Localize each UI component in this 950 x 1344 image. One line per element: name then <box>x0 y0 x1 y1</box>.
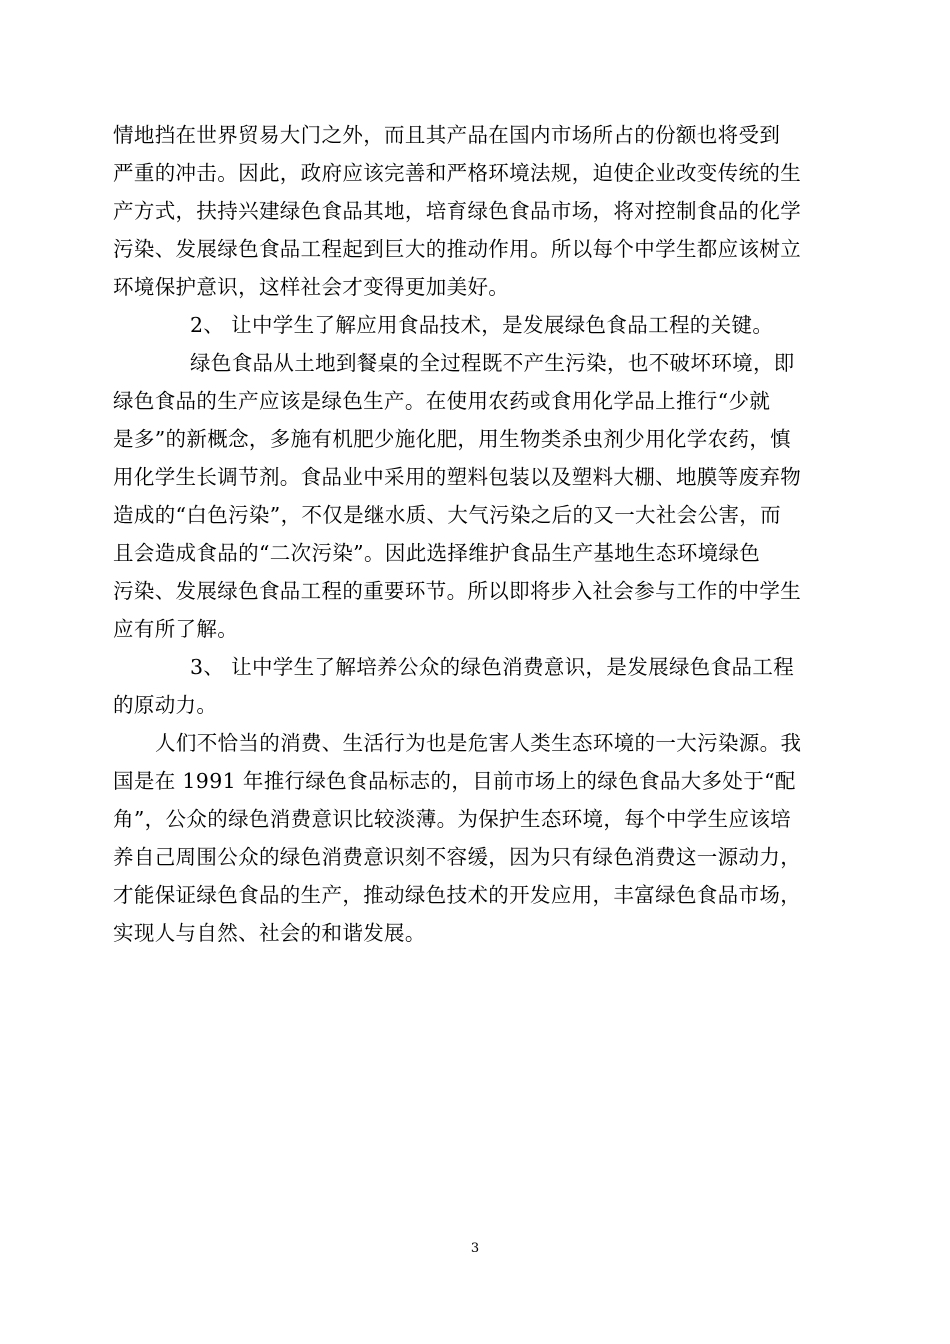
body-text-line: 绿色食品的生产应该是绿色生产。在使用农药或食用化学品上推行“少就 <box>113 389 771 413</box>
body-text-line: 绿色食品从土地到餐桌的全过程既不产生污染，也不破坏环境，即 <box>190 351 795 375</box>
body-text-line: 实现人与自然、社会的和谐发展。 <box>113 921 426 945</box>
body-text-line: 角”，公众的绿色消费意识比较淡薄。为保护生态环境，每个中学生应该培 <box>113 807 792 831</box>
body-text-line: 且会造成食品的“二次污染”。因此选择维护食品生产基地生态环境绿色 <box>113 541 761 565</box>
section-heading-3-continued: 的原动力。 <box>113 693 218 717</box>
section-heading-2: 2、 让中学生了解应用食品技术，是发展绿色食品工程的关键。 <box>190 313 774 337</box>
body-text-line: 养自己周围公众的绿色消费意识刻不容缓，因为只有绿色消费这一源动力， <box>113 845 802 869</box>
body-text-line: 应有所了解。 <box>113 617 239 641</box>
body-text-line: 环境保护意识，这样社会才变得更加美好。 <box>113 275 510 299</box>
body-text-line: 用化学生长调节剂。食品业中采用的塑料包装以及塑料大棚、地膜等废弃物 <box>113 465 802 489</box>
body-text-line: 国是在 1991 年推行绿色食品标志的，目前市场上的绿色食品大多处于“配 <box>113 769 796 793</box>
body-text-line: 污染、发展绿色食品工程的重要环节。所以即将步入社会参与工作的中学生 <box>113 579 802 603</box>
body-text-line: 情地挡在世界贸易大门之外，而且其产品在国内市场所占的份额也将受到 <box>113 123 781 147</box>
body-text-line: 人们不恰当的消费、生活行为也是危害人类生态环境的一大污染源。我 <box>155 731 802 755</box>
body-text-line: 才能保证绿色食品的生产，推动绿色技术的开发应用，丰富绿色食品市场， <box>113 883 802 907</box>
body-text-line: 产方式，扶持兴建绿色食品其地，培育绿色食品市场，将对控制食品的化学 <box>113 199 802 223</box>
body-text-line: 造成的“白色污染”，不仅是继水质、大气污染之后的又一大社会公害，而 <box>113 503 782 527</box>
body-text-line: 污染、发展绿色食品工程起到巨大的推动作用。所以每个中学生都应该树立 <box>113 237 802 261</box>
body-text-line: 严重的冲击。因此，政府应该完善和严格环境法规，迫使企业改变传统的生 <box>113 161 802 185</box>
section-heading-3: 3、 让中学生了解培养公众的绿色消费意识，是发展绿色食品工程 <box>190 655 795 679</box>
page-number: 3 <box>470 1241 480 1256</box>
body-text-line: 是多”的新概念，多施有机肥少施化肥，用生物类杀虫剂少用化学农药，慎 <box>113 427 792 451</box>
